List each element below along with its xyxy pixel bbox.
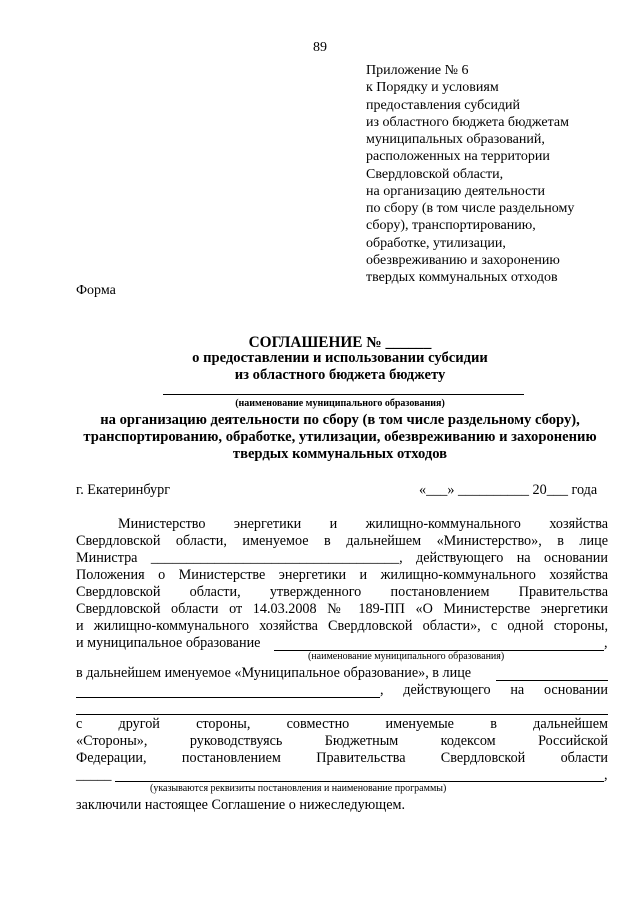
- closing-line: заключили настоящее Соглашение о нижеследующем.: [76, 797, 406, 813]
- representative-field: [496, 680, 608, 681]
- program-details-field: [115, 781, 604, 782]
- appendix-line: сбору), транспортированию,: [366, 218, 536, 234]
- basis-document-field: [76, 714, 608, 715]
- appendix-line: твердых коммунальных отходов: [366, 270, 558, 285]
- body-line-start: _____: [76, 767, 112, 783]
- appendix-line: расположенных на территории: [366, 149, 550, 165]
- budget-name-caption: (наименование муниципального образования): [235, 398, 445, 409]
- program-caption: (указываются реквизиты постановления и наименование программы): [150, 783, 447, 794]
- appendix-header: [366, 62, 574, 286]
- appendix-line: предоставления субсидий: [366, 97, 521, 113]
- body-line: Свердловской области от 14.03.2008 № 189-ПП «О Министерстве энергетики: [76, 601, 608, 617]
- representative-field-continued: [76, 697, 380, 698]
- agreement-subtitle-line2: из областного бюджета бюджету: [234, 367, 446, 383]
- page-number: 89: [313, 40, 327, 55]
- agreement-purpose-line3: твердых коммунальных отходов: [232, 446, 448, 462]
- body-line: «Стороны», руководствуясь Бюджетным кодексом Российской: [76, 733, 608, 749]
- appendix-line: к Порядку и условиям: [366, 80, 499, 96]
- agreement-purpose-line2: транспортированию, обработке, утилизации, обезвреживанию и захоронению: [83, 429, 597, 445]
- appendix-line: обезвреживанию и захоронению: [366, 252, 560, 268]
- body-line: Свердловской области, именуемое в дальнейшем «Министерство», в лице: [76, 533, 608, 549]
- body-line: Свердловской области, утвержденного постановлением Правительства: [76, 584, 608, 600]
- appendix-line: Приложение № 6: [366, 63, 469, 78]
- appendix-line: по сбору (в том числе раздельному: [366, 201, 575, 216]
- body-line: Положения о Министерстве энергетики и жилищно-коммунального хозяйства: [76, 567, 608, 583]
- appendix-line: на организацию деятельности: [366, 183, 545, 199]
- appendix-line: Свердловской области,: [366, 166, 504, 182]
- form-label: Форма: [76, 283, 116, 298]
- body-line: Министра ___________________________________, действующего на основании: [76, 550, 608, 566]
- place: г. Екатеринбург: [76, 482, 171, 498]
- appendix-line: муниципальных образований,: [366, 132, 545, 147]
- body-line: и жилищно-коммунального хозяйства Свердловской области», с одной стороны,: [76, 618, 608, 634]
- body-line: и муниципальное образование: [76, 635, 261, 651]
- agreement-purpose-line1: на организацию деятельности по сбору (в том числе раздельному сбору),: [100, 412, 580, 428]
- body-line: в дальнейшем именуемое «Муниципальное образование», в лице: [76, 665, 472, 681]
- agreement-date: «___» __________ 20___ года: [419, 482, 598, 498]
- agreement-subtitle-line1: о предоставлении и использовании субсидии: [192, 350, 488, 366]
- municipality-caption: (наименование муниципального образования): [308, 651, 505, 662]
- body-line: с другой стороны, совместно именуемые в дальнейшем: [76, 716, 608, 732]
- body-line: Министерство энергетики и жилищно-коммунального хозяйства: [118, 516, 608, 532]
- body-line: , действующего на основании: [380, 682, 608, 698]
- appendix-line: из областного бюджета бюджетам: [366, 114, 569, 130]
- body-comma: ,: [604, 635, 608, 651]
- appendix-line: обработке, утилизации,: [366, 235, 506, 251]
- body-line: Федерации, постановлением Правительства Свердловской области: [76, 750, 608, 766]
- budget-name-rule: [163, 394, 524, 395]
- body-comma: ,: [604, 767, 608, 783]
- agreement-title: СОГЛАШЕНИЕ № ______: [248, 334, 432, 351]
